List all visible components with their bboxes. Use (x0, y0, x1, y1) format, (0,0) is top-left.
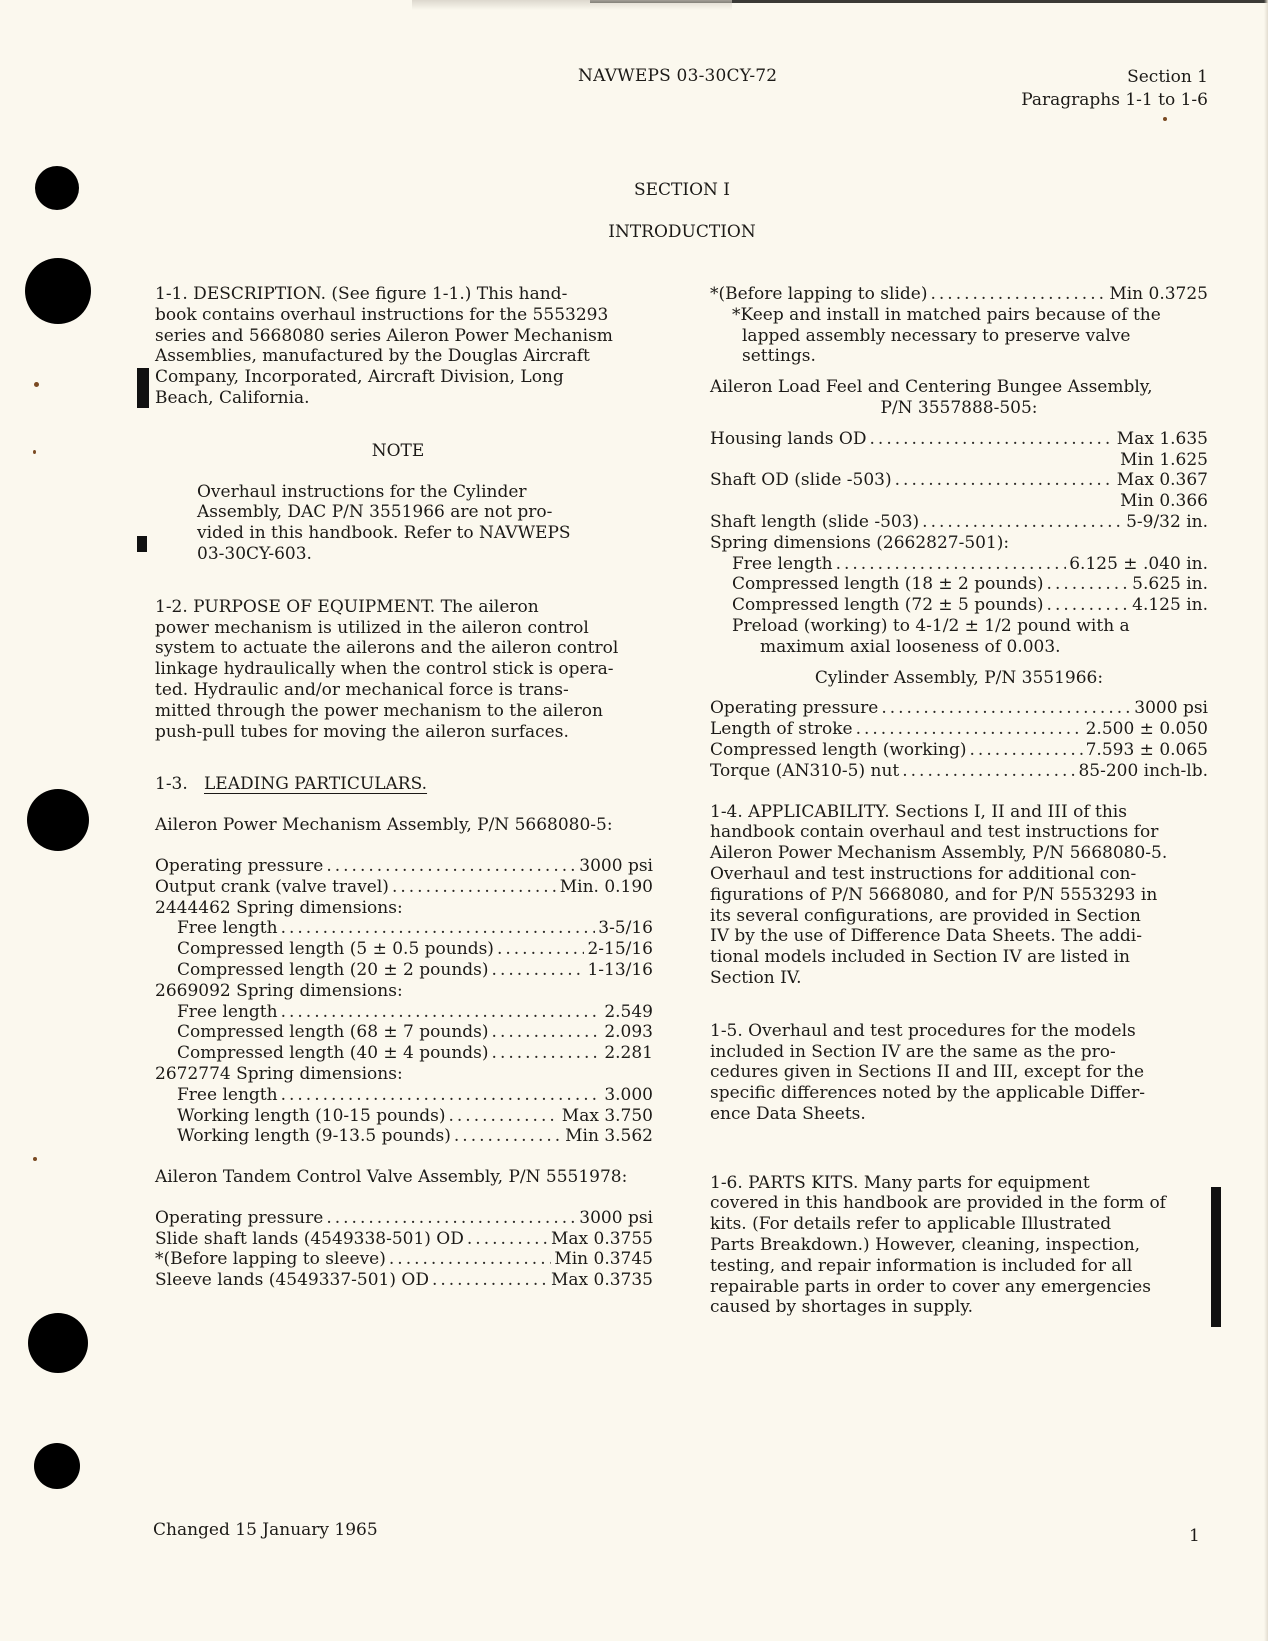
scan-smudge (412, 0, 732, 10)
footnote: *Keep and install in matched pairs because of the lapped assembly necessary to preserve valve settings. (732, 304, 1161, 367)
atcv-title: Aileron Tandem Control Valve Assembly, P/N 5551978: (155, 1167, 628, 1188)
spec-row: *(Before lapping to slide) . . . Min 0.3725 (710, 284, 1208, 305)
spec-row: Sleeve lands (4549337-501) OD . . . Max 0.3735 (155, 1270, 653, 1291)
document-number: NAVWEPS 03-30CY-72 (578, 66, 778, 86)
left-column (155, 284, 653, 1291)
spec-row: Torque (AN310-5) nut . . . 85-200 inch-lb. (710, 761, 1208, 782)
spec-row: Output crank (valve travel) . . . Min. 0.190 (155, 877, 653, 898)
scan-speck (33, 450, 36, 454)
paragraph-1-3-heading: 1-3. LEADING PARTICULARS. (155, 774, 428, 795)
spec-row: Compressed length (72 ± 5 pounds) . . . 4.125 in. (710, 595, 1208, 616)
spec-row: Compressed length (40 ± 4 pounds) . . . 2.281 (155, 1043, 653, 1064)
spec-row: Shaft length (slide -503) . . . 5-9/32 in. (710, 512, 1208, 533)
spec-row: Free length . . . 3.000 (155, 1085, 653, 1106)
spec-row: Slide shaft lands (4549338-501) OD . . . Max 0.3755 (155, 1229, 653, 1250)
spec-row: Shaft OD (slide -503) . . . Max 0.367 (710, 470, 1208, 491)
paragraph-1-2: 1-2. PURPOSE OF EQUIPMENT. The aileron power mechanism is utilized in the aileron control system to actuate the ailerons and the aileron control linkage hydraulically when the control stick is opera- ted. Hydraulic and/or mechanical force is trans- mitted through the power mechanism to the aileron push-pull tubes for moving the aileron surfaces. (155, 596, 619, 742)
section-reference (1021, 66, 1208, 112)
spec-row: Compressed length (working) . . . 7.593 ± 0.065 (710, 740, 1208, 761)
scan-speck (1163, 117, 1167, 121)
page-number: 1 (1189, 1526, 1200, 1546)
spec-row: Compressed length (20 ± 2 pounds) . . . 1-13/16 (155, 960, 653, 981)
spec-row: Compressed length (18 ± 2 pounds) . . . 5.625 in. (710, 574, 1208, 595)
spec-row: Length of stroke . . . 2.500 ± 0.050 (710, 719, 1208, 740)
spec-row: *(Before lapping to sleeve) . . . Min 0.3745 (155, 1249, 653, 1270)
change-bar (137, 368, 149, 408)
cylinder-title: Cylinder Assembly, P/N 3551966: (814, 667, 1104, 688)
spec-row: Free length . . . 3-5/16 (155, 918, 653, 939)
change-bar (1211, 1187, 1221, 1327)
spring-title: Spring dimensions (2662827-501): (710, 532, 1010, 553)
spec-row: Operating pressure . . . 3000 psi (155, 1208, 653, 1229)
binder-hole (25, 258, 91, 324)
scan-speck (34, 382, 39, 387)
paragraph-1-6: 1-6. PARTS KITS. Many parts for equipment covered in this handbook are provided in the form of kits. (For details refer to applicable Illustrated Parts Breakdown.) However, cleaning, inspection, testing, and repair information is included for all repairable parts in order to cover any emergencies caused by shortages in supply. (710, 1172, 1166, 1318)
right-column: *(Before lapping to slide) . . . Min 0.3725 *Keep and install in matched pairs because of the lapped assembly necessary to preserve valve settings. Aileron Load Feel and Centering Bungee Assembly, P/N 3557888-505: Housing lands OD . . . Max 1.635 Min 1.625 Shaft OD (slide -503) . . . Max 0.367 Min 0.366 Shaft length (slide -503) . . . 5-9/32 in. Spring dimensions (2662827-501): Free length . . . 6.125 ± .040 in. Compressed length (18 ± 2 pounds) . . . 5.625 in. Compressed length (72 ± 5 pounds) . . . 4.125 in. Preload (working) to 4-1/2 ± 1/2 pound with a maximum axial looseness of 0.003. Cylinder Assembly, P/N 3551966: Operating pressure . . . 3000 psi Length of stroke . . . 2.500 ± 0.050 Compressed length (working) . . . 7.593 ± 0.065 Torque (AN310-5) nut . . . 85-200 inch-lb. 1-4. APPLICABILITY. Sections I, II and III of this handbook contain overhaul and test instructions for Aileron Power Mechanism Assembly, P/N 5668080-5. Overhaul and test instructions for additional con- figurations of P/N 5668080, and for P/N 5553293 in its several configurations, are provided in Section IV by the use of Difference Data Sheets. The addi- tional models included in Section IV are listed in Section IV. 1-5. Overhaul and test procedures for the models included in Section IV are the same as the pro- cedures given in Sections II and III, except for the specific differences noted by the applicable Differ- ence Data Sheets. 1-6. PARTS KITS. Many parts for equipment covered in this handbook are provided in the form of kits. (For details refer to applicable Illustrated Parts Breakdown.) However, cleaning, inspection, testing, and repair information is included for all repairable parts in order to cover any emergencies caused by shortages in supply. (710, 284, 1208, 1318)
bungee-title: Aileron Load Feel and Centering Bungee Assembly, (710, 377, 1153, 398)
paragraph-range: Paragraphs 1-1 to 1-6 (1021, 90, 1208, 110)
section-title: SECTION I (633, 180, 731, 200)
binder-hole (34, 1443, 80, 1489)
note-body: Overhaul instructions for the Cylinder Assembly, DAC P/N 3551966 are not pro- vided in this handbook. Refer to NAVWEPS 03-30CY-603. (197, 481, 571, 564)
change-date: Changed 15 January 1965 (153, 1520, 378, 1540)
change-bar (137, 536, 147, 552)
section-name: INTRODUCTION (608, 222, 756, 242)
spec-row: Free length . . . 6.125 ± .040 in. (710, 554, 1208, 575)
paragraph-1-4: 1-4. APPLICABILITY. Sections I, II and III of this handbook contain overhaul and test instructions for Aileron Power Mechanism Assembly, P/N 5668080-5. Overhaul and test instructions for additional con- figurations of P/N 5668080, and for P/N 5553293 in its several configurations, are provided in Section IV by the use of Difference Data Sheets. The addi- tional models included in Section IV are listed in Section IV. (710, 801, 1168, 988)
spec-row: Operating pressure . . . 3000 psi (710, 698, 1208, 719)
spec-row: Compressed length (68 ± 7 pounds) . . . 2.093 (155, 1022, 653, 1043)
binder-hole (27, 789, 89, 851)
spec-row: Housing lands OD . . . Max 1.635 (710, 429, 1208, 450)
spec-row: Free length . . . 2.549 (155, 1002, 653, 1023)
note-heading: NOTE (371, 440, 425, 461)
spec-row: Working length (9-13.5 pounds) . . . Min 3.562 (155, 1126, 653, 1147)
section-label: Section 1 (1127, 67, 1208, 87)
spec-row: Operating pressure . . . 3000 psi (155, 856, 653, 877)
bungee-part-number: P/N 3557888-505: (880, 397, 1038, 418)
spec-row: Working length (10-15 pounds) . . . Max 3.750 (155, 1106, 653, 1127)
paragraph-1-1: 1-1. DESCRIPTION. (See figure 1-1.) This hand- book contains overhaul instructions for the 5553293 series and 5668080 series Aileron Power Mechanism Assemblies, manufactured by the Douglas Aircraft Company, Incorporated, Aircraft Division, Long Beach, California. (155, 284, 613, 408)
scan-speck (33, 1157, 37, 1161)
spec-row: Compressed length (5 ± 0.5 pounds) . . . 2-15/16 (155, 939, 653, 960)
spring-title: 2444462 Spring dimensions: (155, 897, 403, 918)
apm-title: Aileron Power Mechanism Assembly, P/N 5668080-5: (155, 815, 613, 836)
scan-right-edge (1264, 0, 1268, 1641)
spring-title: 2669092 Spring dimensions: (155, 980, 403, 1001)
spring-title: 2672774 Spring dimensions: (155, 1063, 403, 1084)
paragraph-1-5: 1-5. Overhaul and test procedures for the models included in Section IV are the same as the pro- cedures given in Sections II and III, except for the specific differences noted by the applicable Differ- ence Data Sheets. (710, 1020, 1145, 1124)
binder-hole (28, 1313, 88, 1373)
